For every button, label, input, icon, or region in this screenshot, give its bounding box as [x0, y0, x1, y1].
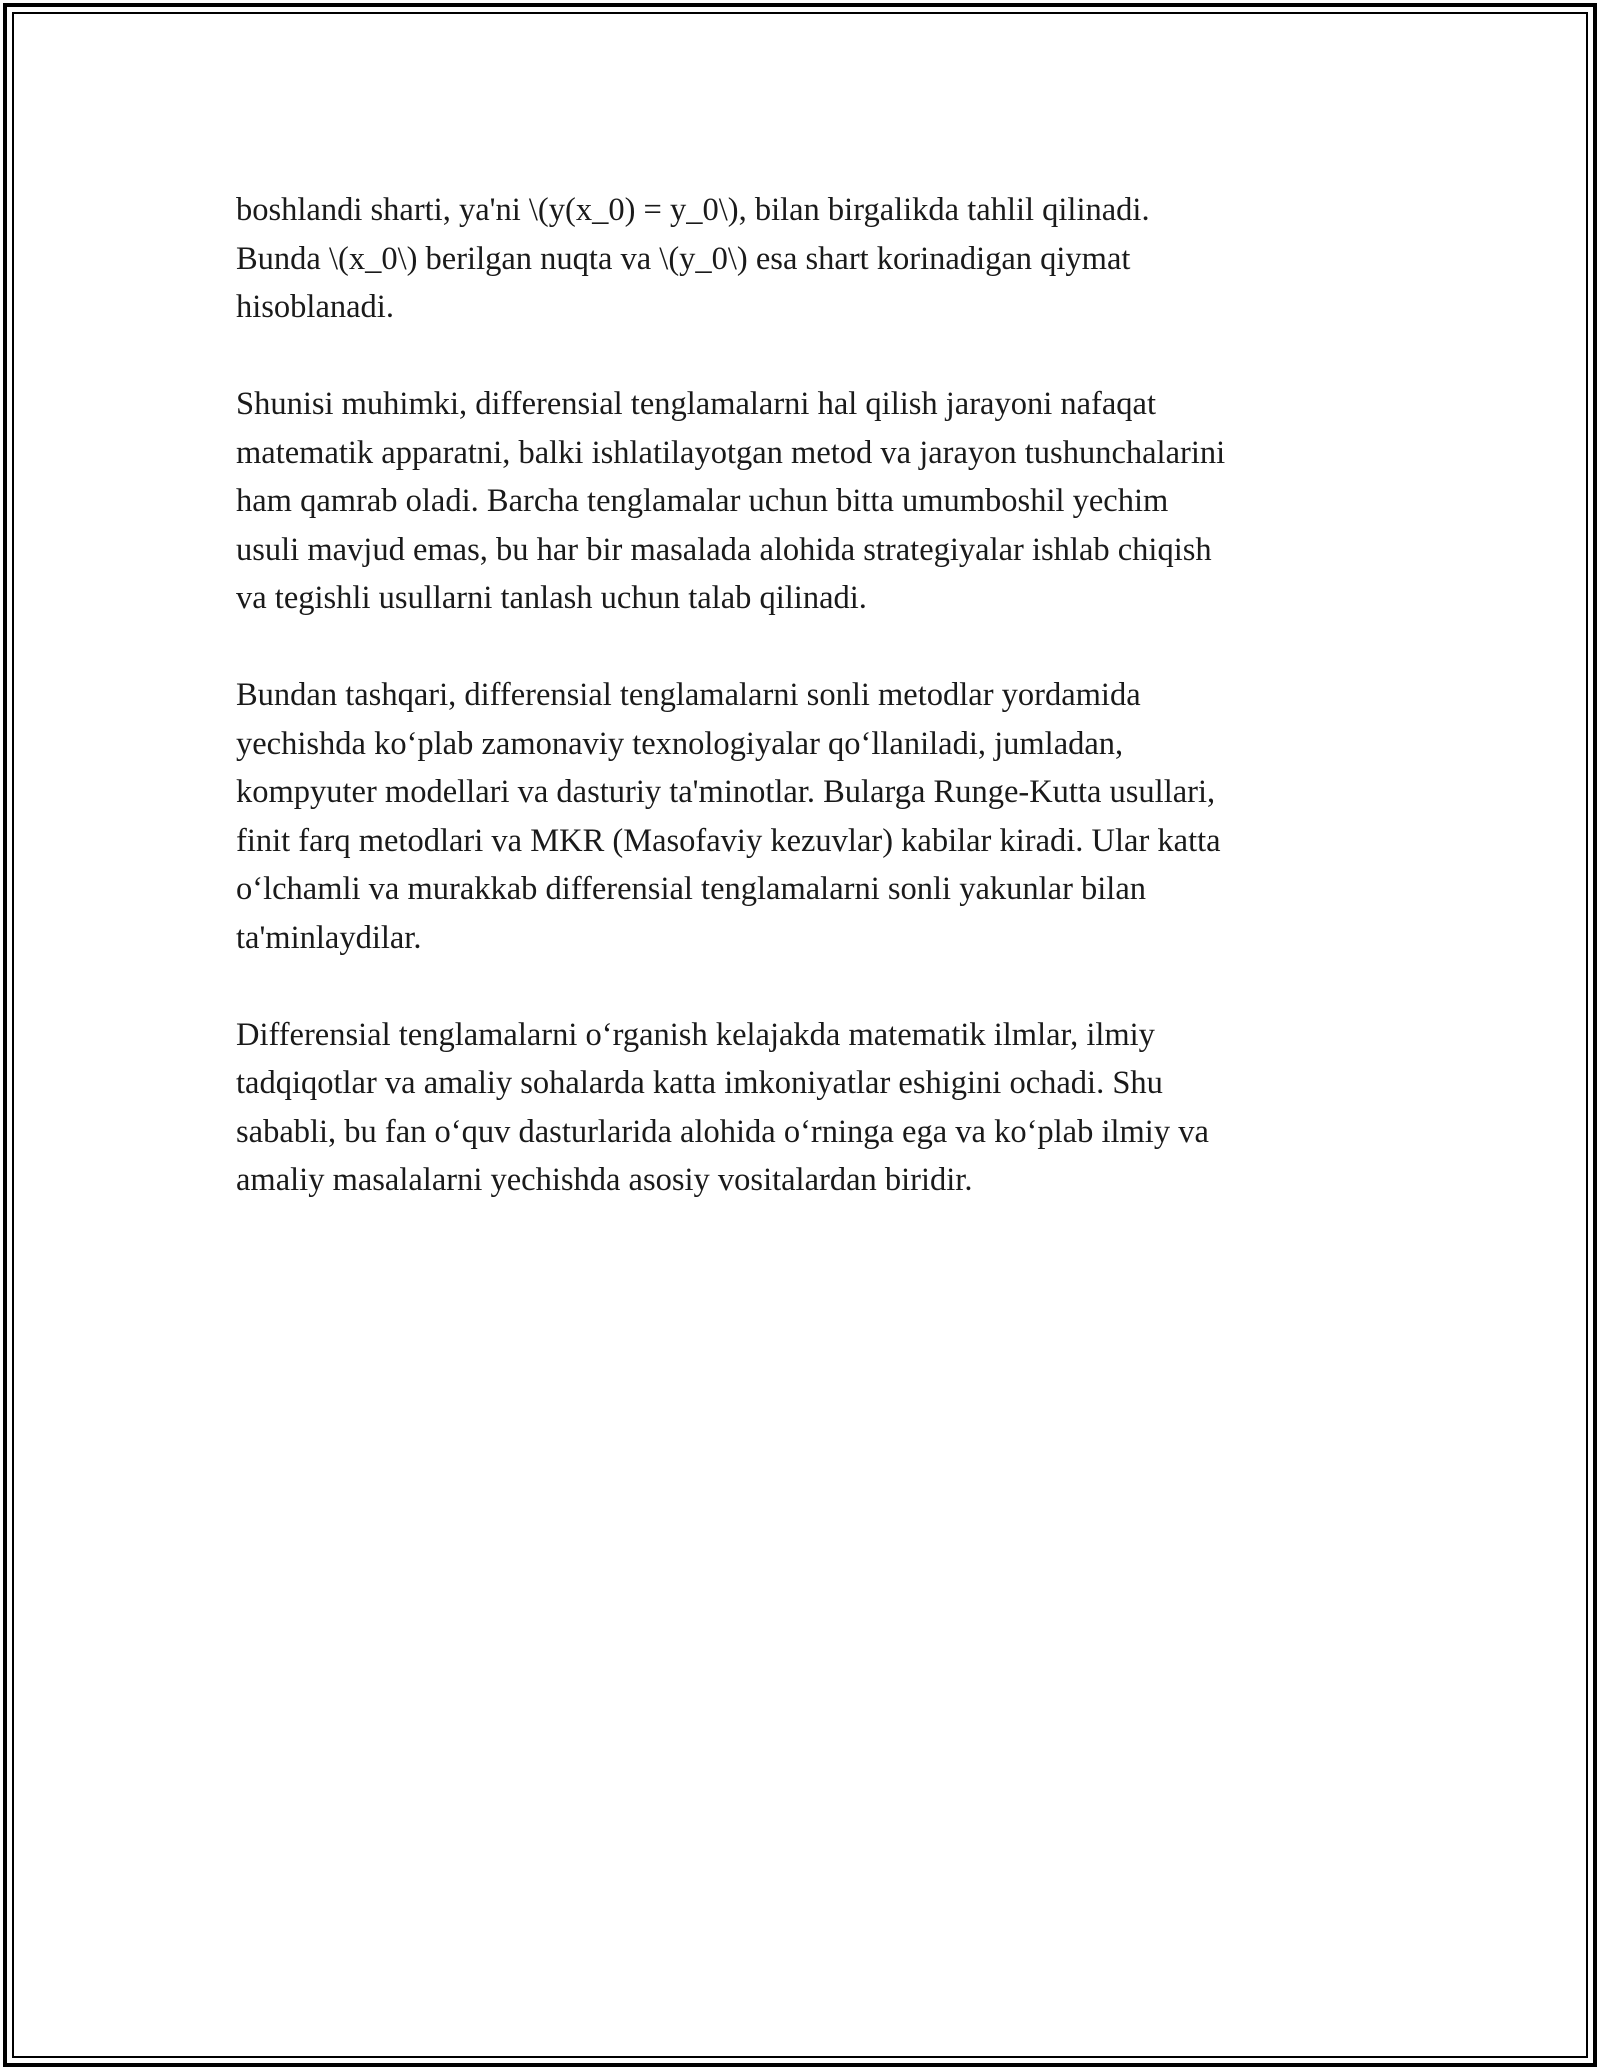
paragraph-conclusion: [236, 1011, 1366, 1205]
text-line: sababli, bu fan o‘quv dasturlarida alohida o‘rninga ega va ko‘plab ilmiy va: [236, 1113, 1209, 1150]
text-line: hisoblanadi.: [236, 289, 394, 325]
text-line: tadqiqotlar va amaliy sohalarda katta imkoniyatlar eshigini ochadi. Shu: [236, 1065, 1163, 1101]
text-line: Shunisi muhimki, differensial tenglamalarni hal qilish jarayoni nafaqat: [236, 386, 1157, 422]
text-line: Bundan tashqari, differensial tenglamalarni sonli metodlar yordamida: [236, 677, 1141, 713]
text-line: boshlandi sharti, ya'ni \(y(x_0) = y_0\), bilan birgalikda tahlil qilinadi.: [236, 192, 1150, 228]
text-line: finit farq metodlari va MKR (Masofaviy kezuvlar) kabilar kiradi. Ular katta: [236, 822, 1221, 859]
text-line: yechishda ko‘plab zamonaviy texnologiyalar qo‘llaniladi, jumladan,: [236, 725, 1124, 762]
text-line: va tegishli usullarni tanlash uchun talab qilinadi.: [236, 580, 867, 616]
paragraph-numerical-methods: [236, 671, 1366, 962]
text-line: o‘lchamli va murakkab differensial tenglamalarni sonli yakunlar bilan: [236, 871, 1146, 907]
paragraph-initial-condition: [236, 186, 1366, 332]
document-body: [236, 186, 1366, 1253]
text-line: Bunda \(x_0\) berilgan nuqta va \(y_0\) esa shart korinadigan qiymat: [236, 240, 1131, 277]
text-line: kompyuter modellari va dasturiy ta'minotlar. Bularga Runge-Kutta usullari,: [236, 774, 1216, 810]
text-line: ham qamrab oladi. Barcha tenglamalar uchun bitta umumboshil yechim: [236, 483, 1169, 519]
text-line: Differensial tenglamalarni o‘rganish kelajakda matematik ilmlar, ilmiy: [236, 1016, 1155, 1053]
text-line: ta'minlaydilar.: [236, 919, 422, 956]
text-line: usuli mavjud emas, bu har bir masalada alohida strategiyalar ishlab chiqish: [236, 531, 1212, 568]
text-line: matematik apparatni, balki ishlatilayotgan metod va jarayon tushunchalarini: [236, 434, 1226, 471]
text-line: amaliy masalalarni yechishda asosiy vositalardan biridir.: [236, 1162, 973, 1198]
paragraph-solution-process: [236, 380, 1366, 623]
